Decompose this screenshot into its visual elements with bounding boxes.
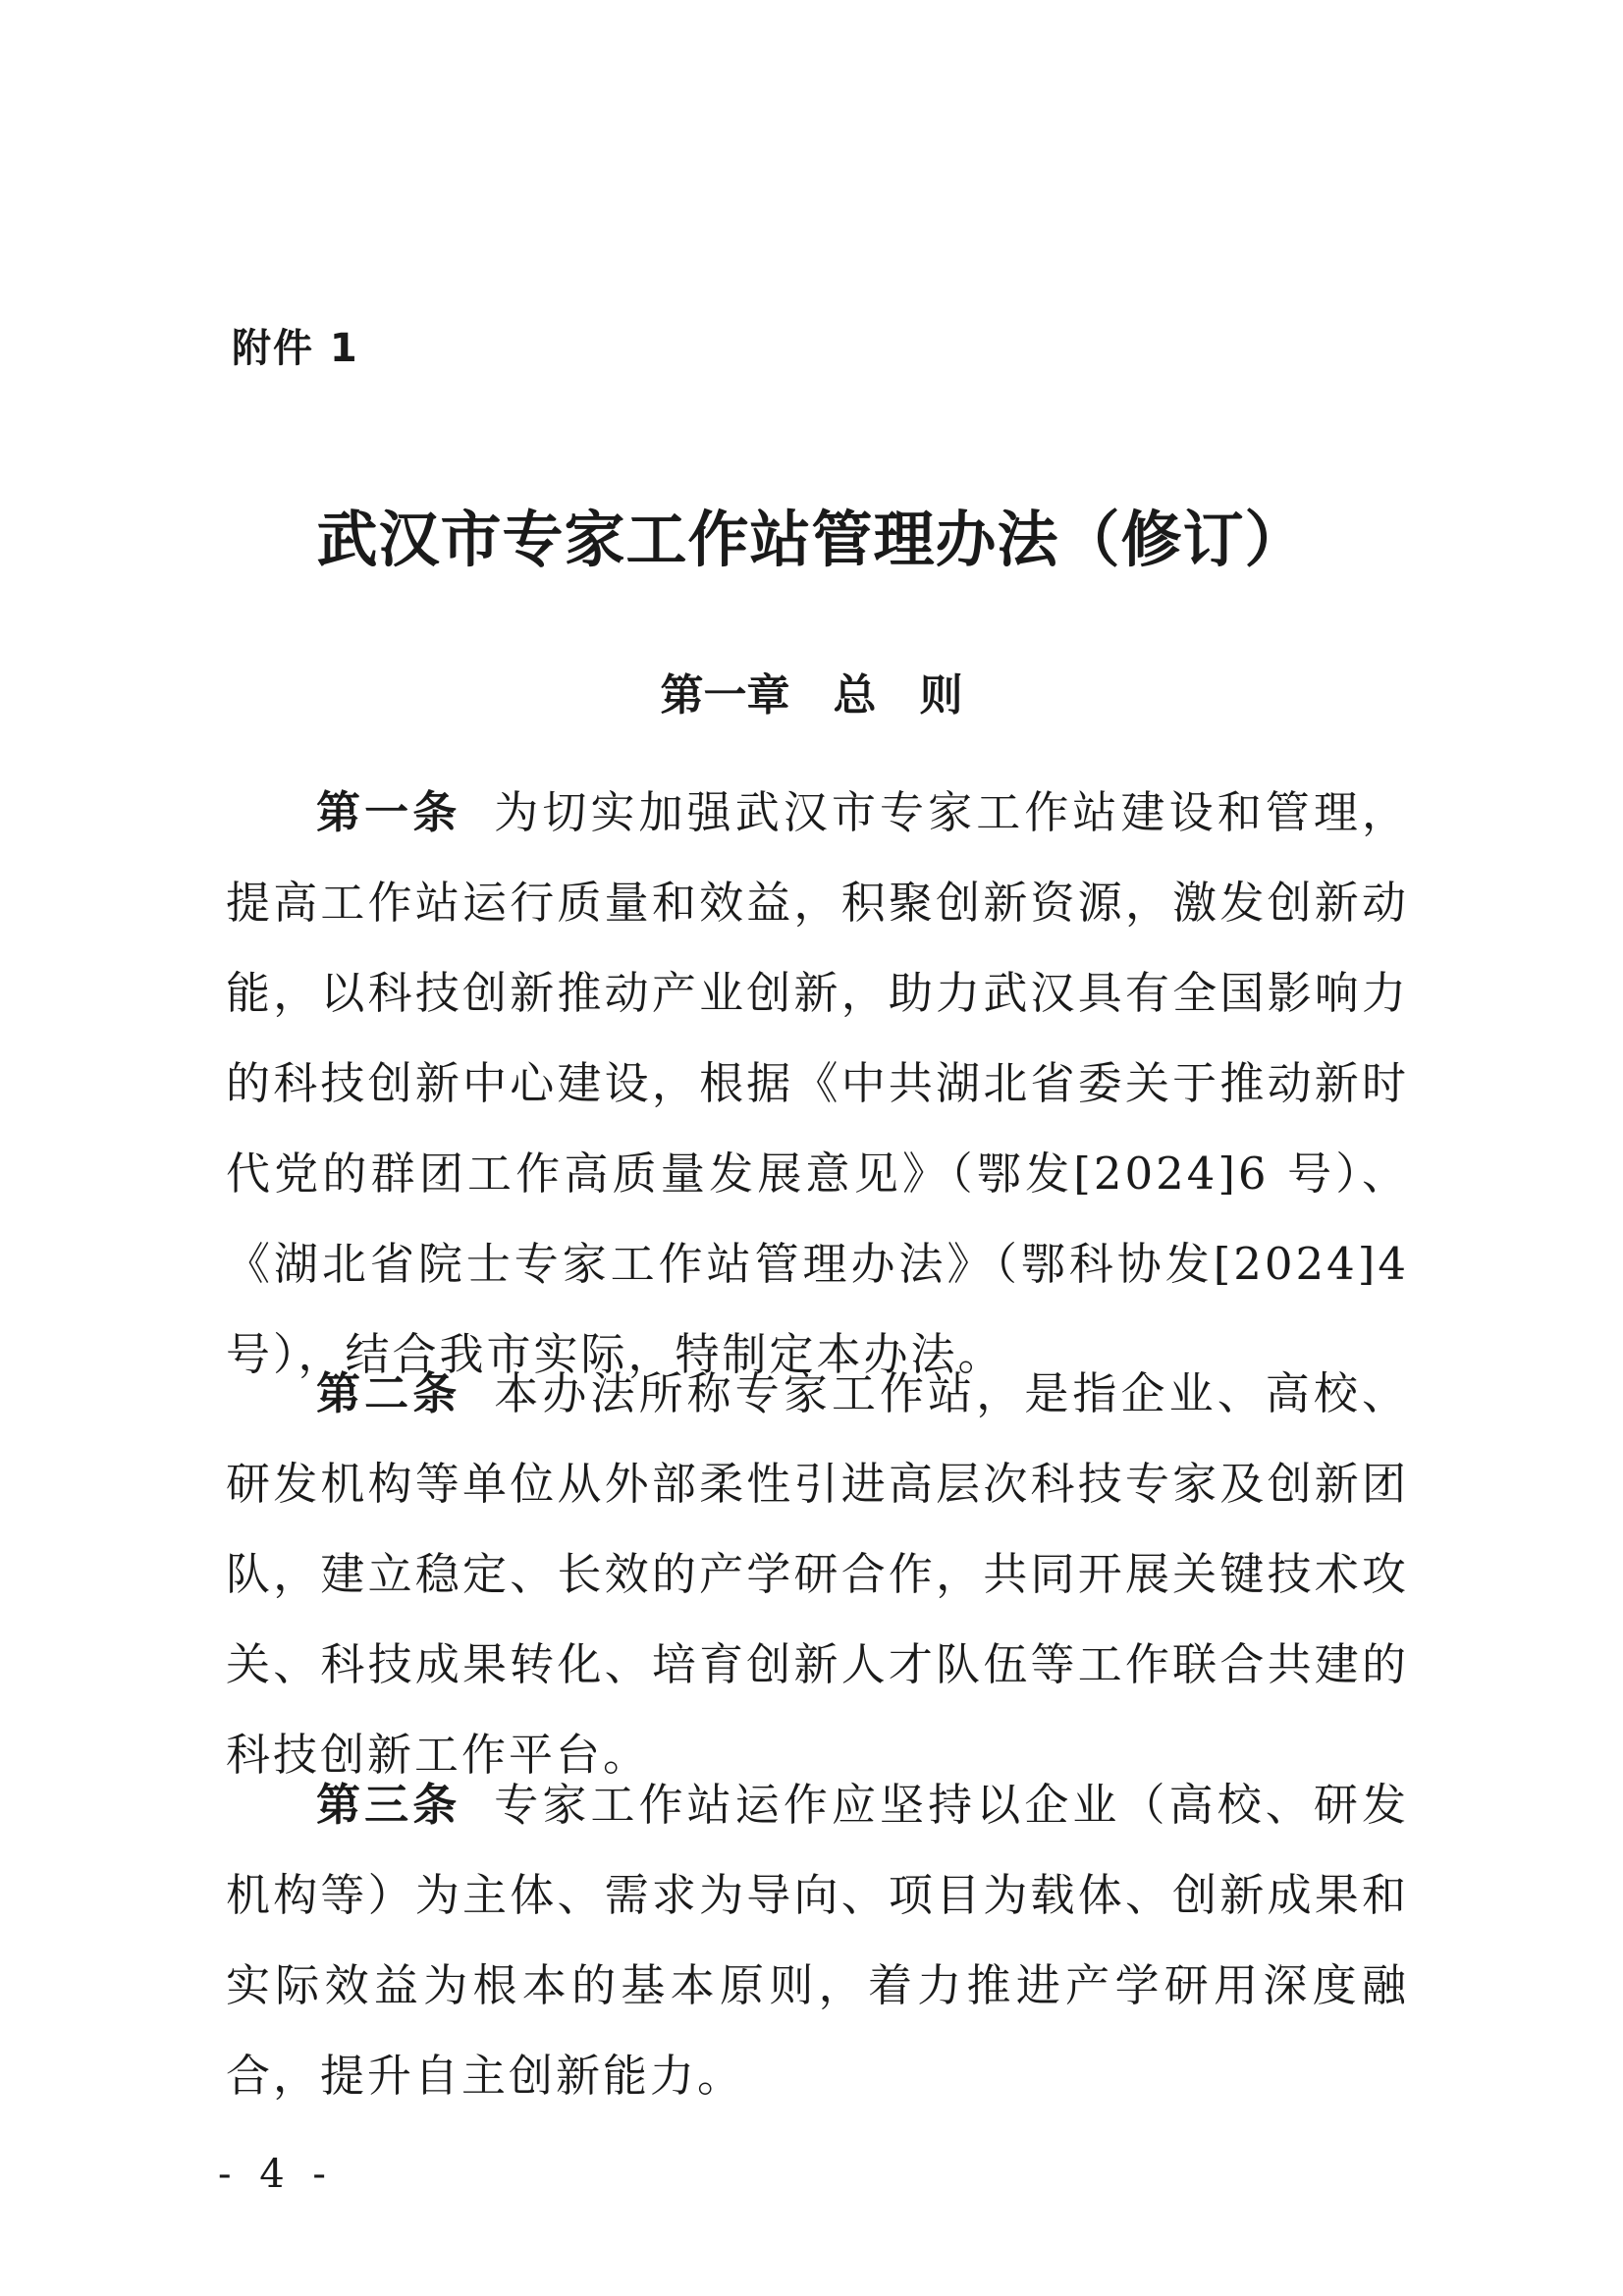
article-2-label: 第二条 <box>316 1367 461 1419</box>
article-3-text: 专家工作站运作应坚持以企业（高校、研发机构等）为主体、需求为导向、项目为载体、创新成果和实际效益为根本的基本原则，着力推进产学研用深度融合，提升自主创新能力。 <box>226 1779 1409 2102</box>
article-1-text: 为切实加强武汉市专家工作站建设和管理，提高工作站运行质量和效益，积聚创新资源，激发创新动能，以科技创新推动产业创新，助力武汉具有全国影响力的科技创新中心建设，根据《中共湖北省委关于推动新时代党的群团工作高质量发展意见》（鄂发[2024]6 号）、《湖北省院士专家工作站管理办法》（鄂科协发[2024]4 号），结合我市实际，特制定本办法。 <box>226 786 1409 1380</box>
article-2-text: 本办法所称专家工作站，是指企业、高校、研发机构等单位从外部柔性引进高层次科技专家及创新团队，建立稳定、长效的产学研合作，共同开展关键技术攻关、科技成果转化、培育创新人才队伍等工作联合共建的科技创新工作平台。 <box>226 1367 1409 1781</box>
chapter-heading: 第一章 总 则 <box>660 670 963 721</box>
article-3 <box>226 1760 1409 2121</box>
article-1 <box>226 768 1409 1400</box>
document-title: 武汉市专家工作站管理办法（修订） <box>316 504 1307 575</box>
page-number: - 4 - <box>218 2152 334 2197</box>
article-2 <box>226 1349 1409 1800</box>
attachment-label: 附件 1 <box>232 326 359 371</box>
article-3-label: 第三条 <box>316 1779 461 1831</box>
article-1-label: 第一条 <box>316 786 461 838</box>
